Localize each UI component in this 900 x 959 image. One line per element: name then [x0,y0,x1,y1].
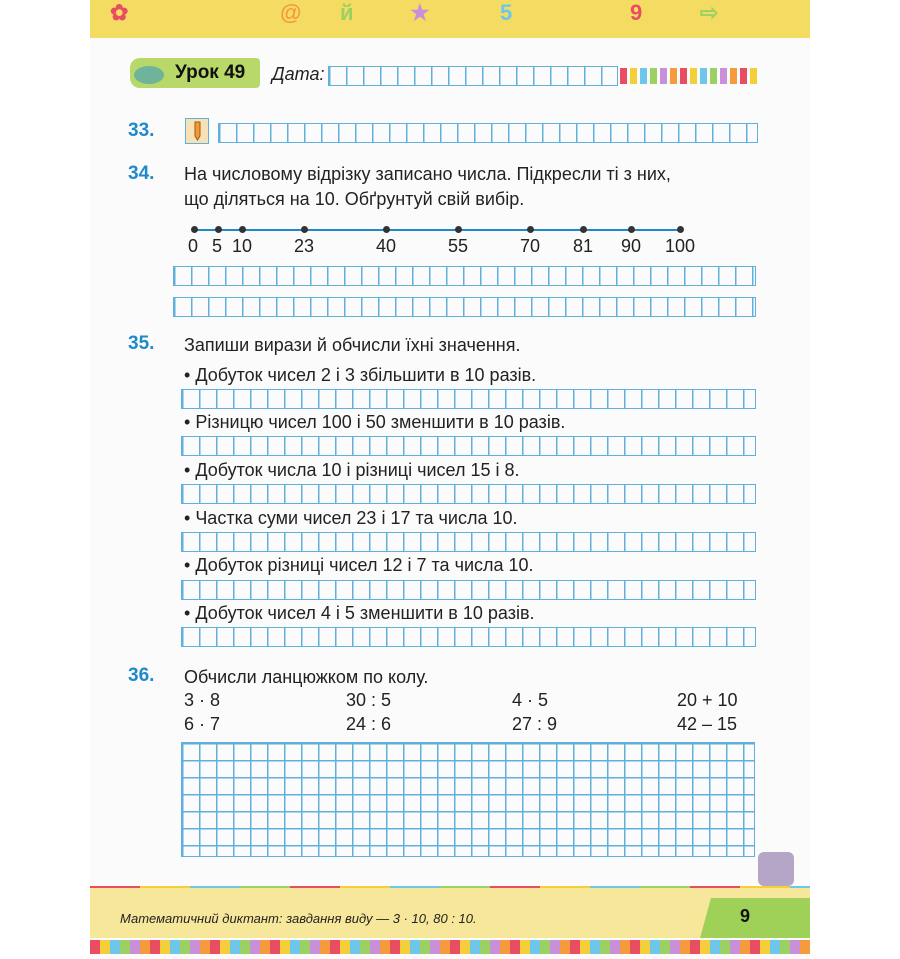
chain-expression: 27 : 9 [512,714,558,734]
task-36-title: Обчисли ланцюжком по колу. [184,667,429,687]
number-line-label: 100 [665,236,696,256]
color-swatch [670,68,677,84]
number-line-point [383,226,390,233]
color-swatch [730,68,737,84]
bottom-color-stripe [90,940,810,954]
date-input-cells[interactable] [328,66,618,86]
chain-expression: 4 · 5 [512,690,549,710]
task-35-item: • Добуток числа 10 і різниці чисел 15 і 8. [184,460,519,481]
task-35-answer-cells[interactable] [181,532,756,552]
chain-expression: 20 + 10 [677,690,738,710]
mouse-icon [134,66,164,84]
task-35-item: • Частка суми чисел 23 і 17 та числа 10. [184,508,518,529]
date-label: Дата: [272,64,325,84]
number-line-point [677,226,684,233]
task-35-number: 35. [128,333,155,354]
chain-expression: 24 : 6 [346,714,392,734]
color-swatch [630,68,637,84]
page-number-tab [700,898,810,938]
number-line-label: 5 [212,236,223,256]
task-34-text-line2: що діляться на 10. Обґрунтуй свій вибір. [184,189,525,209]
task-35-answer-cells[interactable] [181,389,756,409]
color-swatch [700,68,707,84]
chain-expression: 30 : 5 [346,690,392,710]
color-swatch [710,68,717,84]
chain-expression: 6 · 7 [184,714,221,734]
color-swatch [750,68,757,84]
task-35-item: • Різницю чисел 100 і 50 зменшити в 10 разів. [184,412,565,433]
task-35-item: • Добуток чисел 2 і 3 збільшити в 10 разів. [184,365,536,386]
task-33-number: 33. [128,120,155,141]
number-line [192,229,682,231]
color-swatch [650,68,657,84]
task-36-number: 36. [128,665,155,686]
lesson-title: Урок 49 [175,62,246,83]
task-34-number: 34. [128,163,155,184]
number-line-label: 0 [188,236,199,256]
number-line-point [455,226,462,233]
number-line-point [527,226,534,233]
color-swatch [640,68,647,84]
task-35-item: • Добуток чисел 4 і 5 зменшити в 10 разів. [184,603,535,624]
number-line-point [239,226,246,233]
task-35-title: Запиши вирази й обчисли їхні значення. [184,335,521,355]
task-35-answer-cells[interactable] [181,436,756,456]
chain-expression: 3 · 8 [184,690,221,710]
color-swatch [660,68,667,84]
number-line-point [580,226,587,233]
task-36-answer-grid[interactable] [181,742,755,857]
task-34-text-line1: На числовому відрізку записано числа. Підкресли ті з них, [184,164,671,184]
color-swatch [740,68,747,84]
page-number: 9 [740,906,751,926]
number-line-label: 70 [520,236,541,256]
top-decorative-band: ✿ @ й ★ 5 9 ⇨ [90,0,810,38]
task-35-answer-cells[interactable] [181,484,756,504]
task-34-answer-cells[interactable] [173,266,756,286]
chain-expression: 42 – 15 [677,714,738,734]
number-line-point [191,226,198,233]
number-line-label: 23 [294,236,315,256]
number-line-label: 55 [448,236,469,256]
number-line-point [628,226,635,233]
number-line-point [215,226,222,233]
task-35-item: • Добуток різниці чисел 12 і 7 та числа 10. [184,555,534,576]
number-line-label: 40 [376,236,397,256]
number-line-label: 90 [621,236,642,256]
color-swatch [680,68,687,84]
number-line-point [301,226,308,233]
color-swatch [690,68,697,84]
task-33-answer-cells[interactable] [218,123,758,143]
task-34-answer-cells[interactable] [173,297,756,317]
color-swatch [720,68,727,84]
robot-mascot-icon [758,852,794,886]
color-swatch [620,68,627,84]
number-line-label: 10 [232,236,253,256]
task-35-answer-cells[interactable] [181,580,756,600]
number-line-label: 81 [573,236,594,256]
task-35-answer-cells[interactable] [181,627,756,647]
pencil-icon [185,118,209,144]
footer-note: Математичний диктант: завдання виду — 3 · 10, 80 : 10. [120,911,477,926]
